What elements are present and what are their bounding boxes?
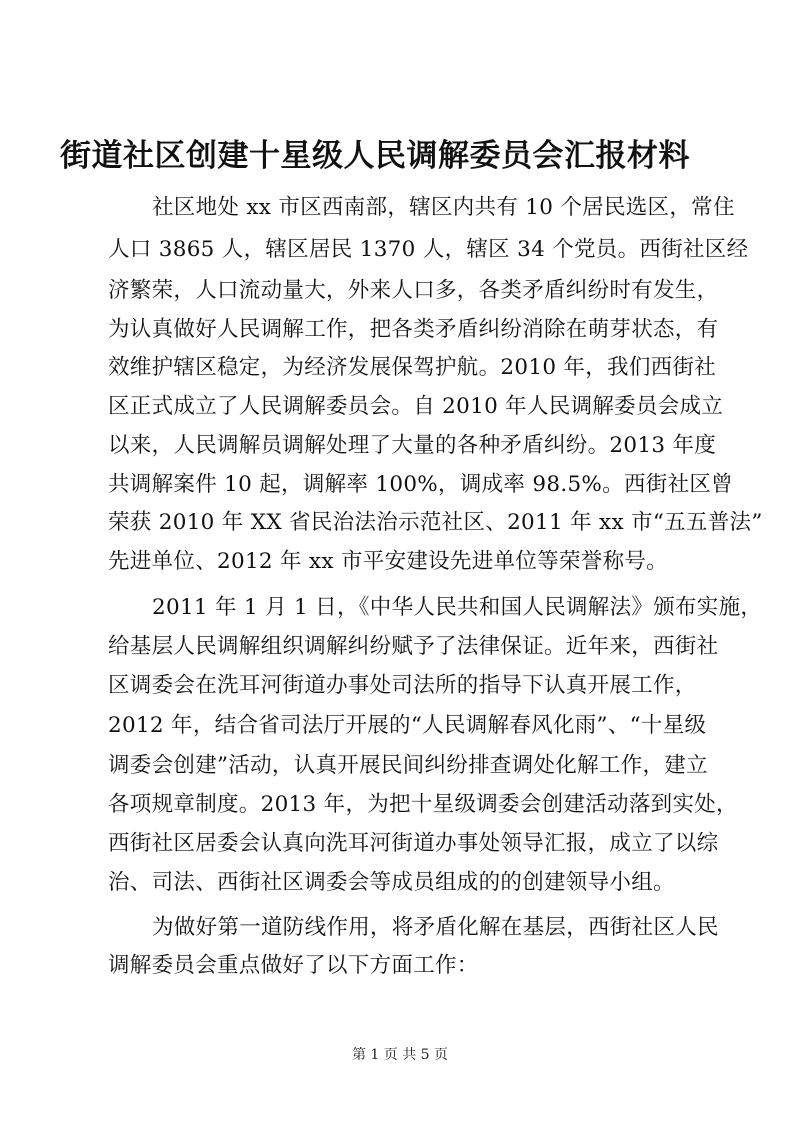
paragraph-3-line-1: 为做好第一道防线作用，将矛盾化解在基层，西街社区人民 [152,915,719,940]
paragraph-1-line-9: 荣获 2010 年 XX 省民治法治示范社区、2011 年 xx 市“五五普法” [108,510,763,535]
paragraph-3-line-2: 调解委员会重点做好了以下方面工作： [108,953,479,978]
paragraph-2-line-2: 给基层人民调解组织调解纠纷赋予了法律保证。近年来，西街社 [108,634,719,659]
paragraph-1-line-4: 为认真做好人民调解工作，把各类矛盾纠纷消除在萌芽状态，有 [108,317,719,342]
paragraph-2-line-3: 区调委会在洗耳河街道办事处司法所的指导下认真开展工作， [108,673,697,698]
paragraph-2-line-6: 各项规章制度。2013 年，为把十星级调委会创建活动落到实处， [108,792,738,817]
paragraph-2-line-1: 2011 年 1 月 1 日，《中华人民共和国人民调解法》颁布实施， [152,595,763,620]
paragraph-1-line-3: 济繁荣，人口流动量大，外来人口多，各类矛盾纠纷时有发生， [108,278,719,303]
page-footer: 第 1 页 共 5 页 [351,1047,449,1063]
paragraph-1-line-10: 先进单位、2012 年 xx 市平安建设先进单位等荣誉称号。 [108,549,668,574]
paragraph-1-line-1: 社区地处 xx 市区西南部，辖区内共有 10 个居民选区，常住 [152,195,735,220]
paragraph-1-line-5: 效维护辖区稳定，为经济发展保驾护航。2010 年，我们西街社 [108,355,717,380]
document-title: 街道社区创建十星级人民调解委员会汇报材料 [60,138,690,174]
paragraph-2-line-7: 西街社区居委会认真向洗耳河街道办事处领导汇报，成立了以综 [108,831,719,856]
paragraph-1-line-7: 以来，人民调解员调解处理了大量的各种矛盾纠纷。2013 年度 [108,433,717,458]
paragraph-1-line-6: 区正式成立了人民调解委员会。自 2010 年人民调解委员会成立 [108,394,724,419]
paragraph-2-line-4: 2012 年，结合省司法厅开展的“人民调解春风化雨”、“十星级 [108,713,707,738]
paragraph-2-line-5: 调委会创建”活动，认真开展民间纠纷排查调处化解工作，建立 [108,753,708,778]
paragraph-1-line-2: 人口 3865 人，辖区居民 1370 人，辖区 34 个党员。西街社区经 [108,237,749,262]
paragraph-2-line-8: 治、司法、西街社区调委会等成员组成的的创建领导小组。 [108,870,675,895]
paragraph-1-line-8: 共调解案件 10 起，调解率 100%，调成率 98.5%。西街社区曾 [108,472,733,497]
